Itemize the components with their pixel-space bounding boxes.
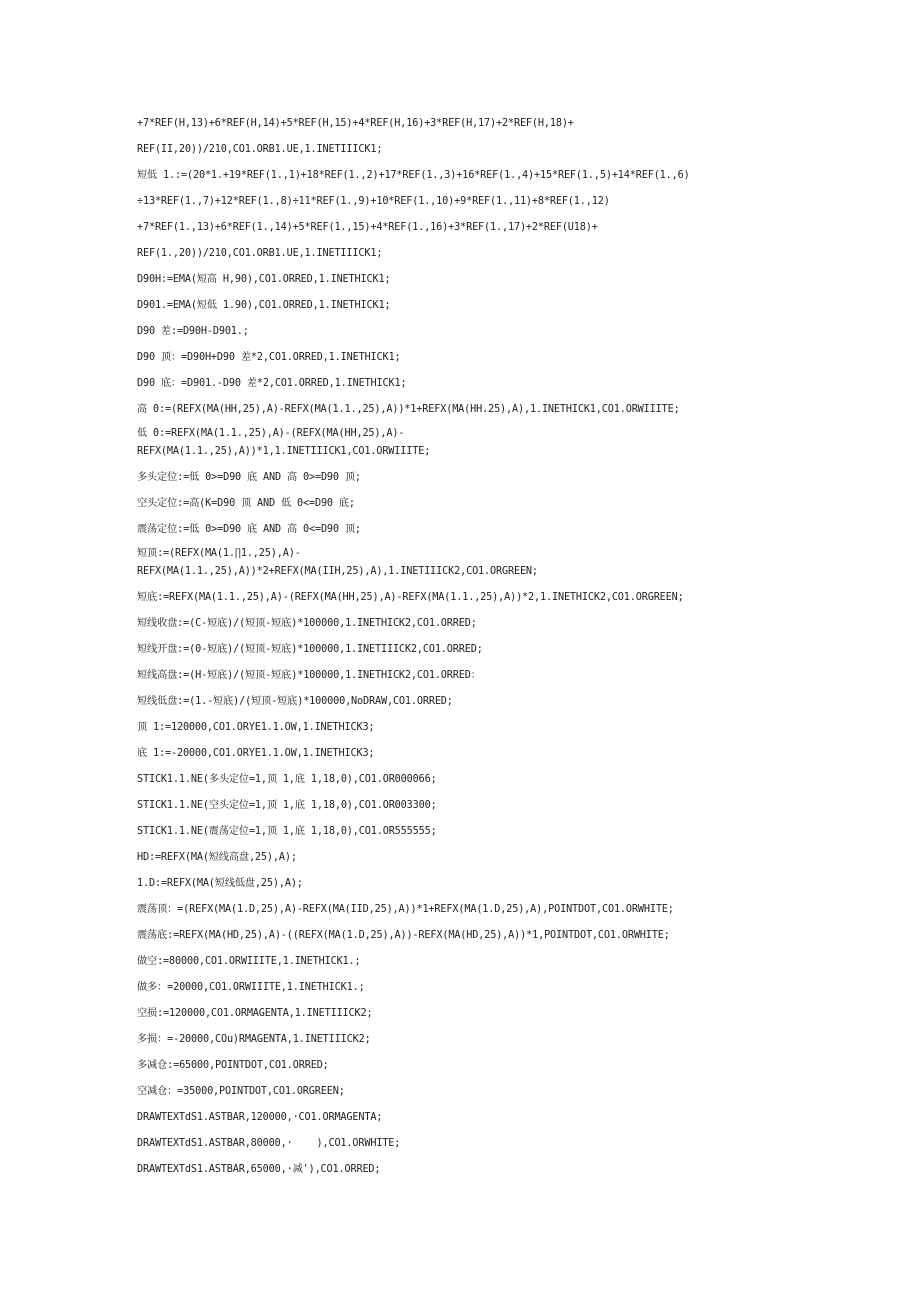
code-line: +7*REF(1.,13)+6*REF(1.,14)+5*REF(1.,15)+4*REF(1.,16)+3*REF(1.,17)+2*REF(U18)+ — [137, 222, 598, 233]
code-line: 顶 1:=120000,CO1.ORYE1.1.OW,1.INETHICK3; — [137, 722, 375, 733]
code-line: 低 0:=REFX(MA(1.1.,25),A)-(REFX(MA(HH,25),A)- — [137, 428, 405, 439]
code-line: D90 差:=D90H-D901.; — [137, 326, 249, 337]
code-line: 高 0:=(REFX(MA(HH,25),A)-REFX(MA(1.1.,25),A))*1+REFX(MA(HH.25),A),1.INETHICK1,CO1.ORWIIITE; — [137, 404, 680, 415]
code-line: HD:=REFX(MA(短线高盘,25),A); — [137, 852, 297, 863]
code-line: 底 1:=-20000,CO1.ORYE1.1.OW,1.INETHICK3; — [137, 748, 375, 759]
code-line: 做空:=80000,CO1.ORWIIITE,1.INETHICK1.; — [137, 956, 361, 967]
code-line: STICK1.1.NE(震荡定位=1,顶 1,底 1,18,0),CO1.OR555555; — [137, 826, 437, 837]
code-line: 震荡顶：=(REFX(MA(1.D,25),A)-REFX(MA(IID,25),A))*1+REFX(MA(1.D,25),A),POINTDOT,CO1.ORWHITE; — [137, 904, 674, 915]
code-line: REFX(MA(1.1.,25),A))*1,1.INETIIICK1,CO1.ORWIIITE; — [137, 446, 431, 457]
code-line: D901.=EMA(短低 1.90),CO1.ORRED,1.INETHICK1; — [137, 300, 391, 311]
code-line: 短低 1.:=(20*1.+19*REF(1.,1)+18*REF(1.,2)+17*REF(1.,3)+16*REF(1.,4)+15*REF(1.,5)+14*REF(1.,6) — [137, 170, 690, 181]
code-line: D90H:=EMA(短高 H,90),CO1.ORRED,1.INETHICK1; — [137, 274, 391, 285]
code-line: D90 顶：=D90H+D90 差*2,CO1.ORRED,1.INETHICK1; — [137, 352, 401, 363]
code-line: 空损:=120000,CO1.ORMAGENTA,1.INETIIICK2; — [137, 1008, 373, 1019]
code-line: 短底:=REFX(MA(1.1.,25),A)-(REFX(MA(HH,25),A)-REFX(MA(1.1.,25),A))*2,1.INETHICK2,CO1.ORGREEN; — [137, 592, 684, 603]
formula-code-block — [137, 114, 877, 1186]
code-line: 短线开盘:=(0-短底)/(短顶-短底)*100000,1.INETIIICK2,CO1.ORRED; — [137, 644, 483, 655]
code-line: 空头定位:=高(K=D90 顶 AND 低 0<=D90 底; — [137, 498, 355, 509]
code-line: 空减仓：=35000,POINTDOT,CO1.ORGREEN; — [137, 1086, 345, 1097]
code-line: 短线高盘:=(H-短底)/(短顶-短底)*100000,1.INETHICK2,CO1.ORRED： — [137, 670, 481, 681]
code-line: D90 底：=D901.-D90 差*2,CO1.ORRED,1.INETHICK1; — [137, 378, 407, 389]
code-line: STICK1.1.NE(空头定位=1,顶 1,底 1,18,0),CO1.OR003300; — [137, 800, 437, 811]
code-line: DRAWTEXTdS1.ASTBAR,80000,· ),CO1.ORWHITE; — [137, 1138, 401, 1149]
code-line: 多减仓:=65000,POINTDOT,CO1.ORRED; — [137, 1060, 329, 1071]
code-line: DRAWTEXTdS1.ASTBAR,65000,·减'),CO1.ORRED; — [137, 1164, 381, 1175]
code-line: 1.D:=REFX(MA(短线低盘,25),A); — [137, 878, 303, 889]
code-line: 短顶:=(REFX(MA(1.∏1.,25),A)- — [137, 548, 301, 559]
code-line: 短线收盘:=(C-短底)/(短顶-短底)*100000,1.INETHICK2,CO1.ORRED; — [137, 618, 477, 629]
code-line: DRAWTEXTdS1.ASTBAR,120000,·CO1.ORMAGENTA; — [137, 1112, 383, 1123]
code-line: REFX(MA(1.1.,25),A))*2+REFX(MA(IIH,25),A),1.INETIIICK2,CO1.ORGREEN; — [137, 566, 538, 577]
code-line: STICK1.1.NE(多头定位=1,顶 1,底 1,18,0),CO1.OR000066; — [137, 774, 437, 785]
code-line: REF(1.,20))/210,CO1.ORB1.UE,1.INETIIICK1; — [137, 248, 383, 259]
code-line: 做多：=20000,CO1.ORWIIITE,1.INETHICK1.; — [137, 982, 365, 993]
code-line: 多头定位:=低 0>=D90 底 AND 高 0>=D90 顶; — [137, 472, 361, 483]
code-line: ÷13*REF(1.,7)+12*REF(1.,8)÷11*REF(1.,9)+10*REF(1.,10)+9*REF(1.,11)+8*REF(1.,12) — [137, 196, 610, 207]
code-line: REF(II,20))/210,CO1.ORB1.UE,1.INETIIICK1; — [137, 144, 383, 155]
code-line: +7*REF(H,13)+6*REF(H,14)+5*REF(H,15)+4*REF(H,16)+3*REF(H,17)+2*REF(H,18)+ — [137, 118, 574, 129]
code-line: 短线低盘:=(1.-短底)/(短顶-短底)*100000,NoDRAW,CO1.ORRED; — [137, 696, 453, 707]
code-line: 震荡定位:=低 0>=D90 底 AND 高 0<=D90 顶; — [137, 524, 361, 535]
code-line: 震荡底:=REFX(MA(HD,25),A)-((REFX(MA(1.D,25),A))-REFX(MA(HD,25),A))*1,POINTDOT,CO1.ORWHITE; — [137, 930, 670, 941]
code-line: 多损：=-20000,COu)RMAGENTA,1.INETIIICK2; — [137, 1034, 371, 1045]
